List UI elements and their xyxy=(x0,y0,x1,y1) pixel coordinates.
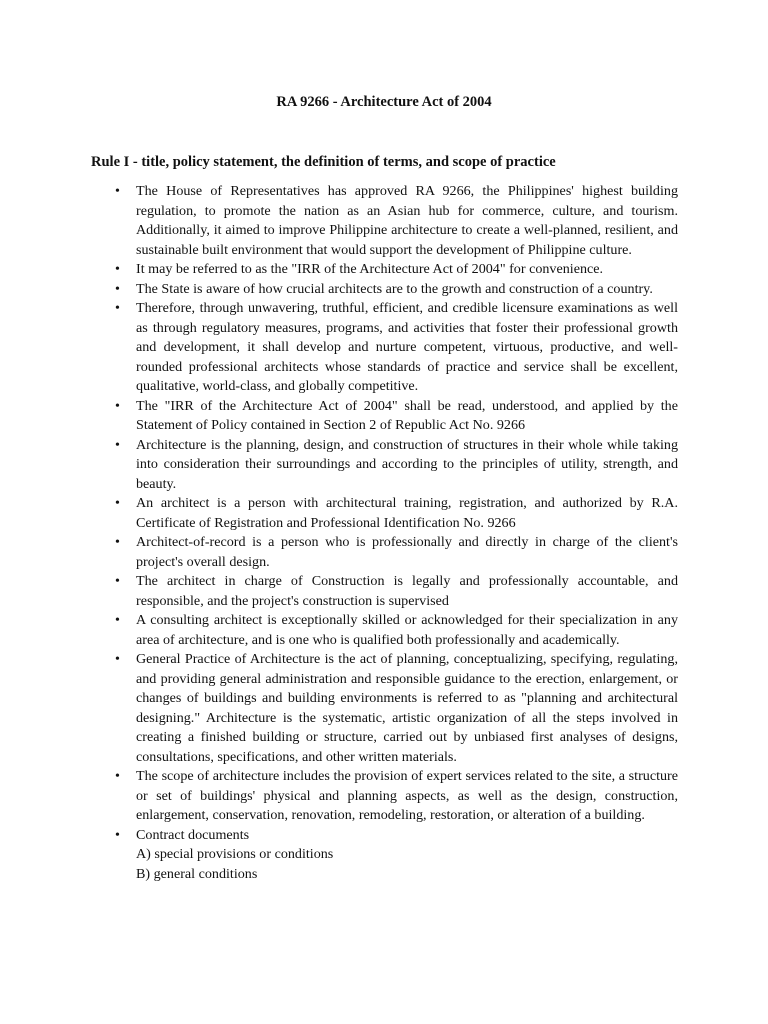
contract-document-item: B) general conditions xyxy=(136,865,258,882)
bullet-icon: • xyxy=(115,184,120,199)
bullet-icon: • xyxy=(115,281,120,297)
bullet-item xyxy=(91,533,678,572)
bullet-item xyxy=(91,611,678,650)
bullet-item xyxy=(91,436,678,495)
bullet-text: The State is aware of how crucial architects are to the growth and construction of a country. xyxy=(136,280,653,297)
bullet-icon: • xyxy=(115,262,120,277)
bullet-item xyxy=(91,650,678,767)
bullet-icon: • xyxy=(115,398,120,414)
bullet-icon: • xyxy=(115,496,120,511)
bullet-item xyxy=(91,280,678,300)
bullet-icon: • xyxy=(115,437,120,453)
bullet-icon: • xyxy=(115,769,120,784)
bullet-icon: • xyxy=(115,652,120,667)
bullet-item xyxy=(91,260,678,280)
bullet-icon: • xyxy=(115,574,120,589)
document-title: RA 9266 - Architecture Act of 2004 xyxy=(276,94,492,110)
bullet-item xyxy=(91,182,678,260)
bullet-text: The architect in charge of Construction is legally and professionally accountable, and responsible, and the project's construction is supervised xyxy=(136,573,678,609)
bullet-item-contract-documents xyxy=(91,826,678,885)
bullet-item xyxy=(91,299,678,397)
bullet-text: An architect is a person with architectural training, registration, and authorized by R.A. Certificate of Registration and Professional Identification No. 9266 xyxy=(136,495,678,531)
bullet-item xyxy=(91,572,678,611)
bullet-item xyxy=(91,767,678,826)
bullet-item xyxy=(91,494,678,533)
bullet-text: Architecture is the planning, design, and construction of structures in their whole while taking into consideration their surroundings and according to the principles of utility, strength, and beauty. xyxy=(136,436,678,492)
bullet-icon: • xyxy=(115,301,120,316)
bullet-text: Architect-of-record is a person who is professionally and directly in charge of the client's project's overall design. xyxy=(136,534,678,570)
contract-document-item: A) special provisions or conditions xyxy=(136,846,334,862)
bullet-icon: • xyxy=(115,535,120,550)
bullet-icon: • xyxy=(115,613,120,628)
bullet-icon: • xyxy=(115,827,120,843)
bullet-text: The "IRR of the Architecture Act of 2004" shall be read, understood, and applied by the Statement of Policy contained in Section 2 of Republic Act No. 9266 xyxy=(136,397,678,433)
section-heading: Rule I - title, policy statement, the definition of terms, and scope of practice xyxy=(91,154,556,170)
bullet-text: A consulting architect is exceptionally skilled or acknowledged for their specialization in any area of architecture, and is one who is qualified both professionally and academically. xyxy=(136,612,678,648)
contract-documents-label: Contract documents xyxy=(136,826,250,843)
bullet-text: The scope of architecture includes the provision of expert services related to the site, a structure or set of buildings' physical and planning aspects, as well as the design, construction, enlargement, conservation, renovation, remodeling, restoration, or alteration of a building. xyxy=(136,768,678,823)
bullet-text: Therefore, through unwavering, truthful, efficient, and credible licensure examinations as well as through regulatory measures, programs, and activities that foster their professional growth and development, it shall develop and nurture competent, virtuous, productive, and well-rounded professional architects whose standards of practice and service shall be excellent, qualitative, world-class, and globally competitive. xyxy=(136,300,678,394)
bullet-text: The House of Representatives has approved RA 9266, the Philippines' highest building regulation, to promote the nation as an Asian hub for commerce, culture, and tourism. Additionally, it aimed to improve Philippine architecture to create a well-planned, resilient, and sustainable built environment that would support the development of Philippine culture. xyxy=(136,183,678,258)
bullet-list xyxy=(91,182,678,884)
bullet-item xyxy=(91,397,678,436)
bullet-text: General Practice of Architecture is the act of planning, conceptualizing, specifying, regulating, and providing general administration and responsible guidance to the erection, enlargement, or changes of buildings and building environments is referred to as "planning and architectural designing." Architecture is the systematic, artistic organization of all the steps involved in creating a finished building or structure, carried out by unbiased first analyses of designs, consultations, specifications, and other written materials. xyxy=(136,651,678,765)
bullet-text: It may be referred to as the "IRR of the Architecture Act of 2004" for convenience. xyxy=(136,261,604,277)
